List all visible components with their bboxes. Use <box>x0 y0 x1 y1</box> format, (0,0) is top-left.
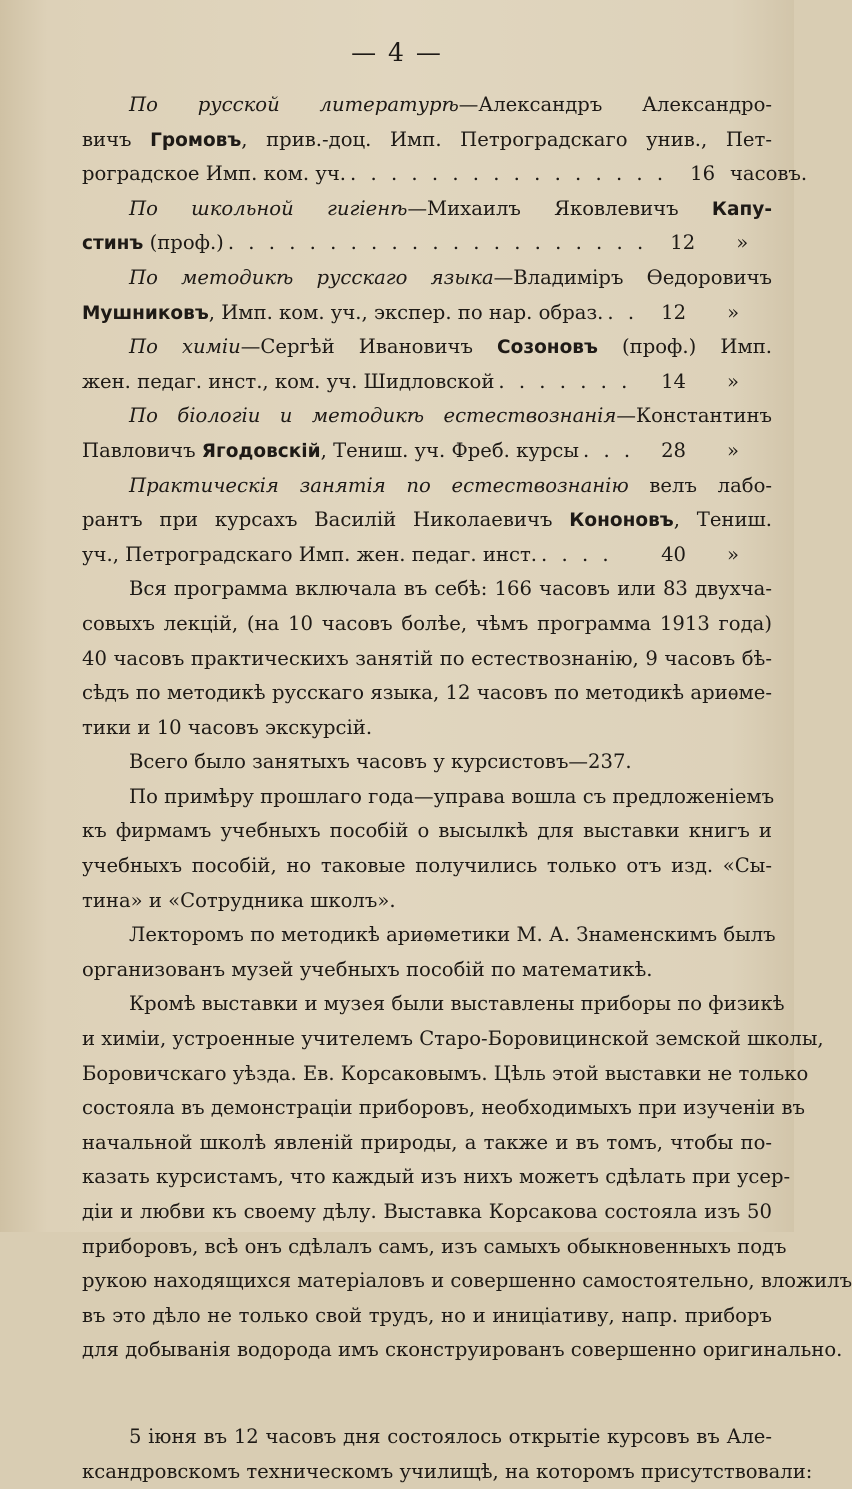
text-line: сѣдъ по методикѣ русскаго языка, 12 часовъ по методикѣ ариѳме- <box>82 681 772 705</box>
course-entry <box>82 192 772 261</box>
text-line: По школьной гигіенѣ—Михаилъ Яковлевичъ Капу- <box>129 196 773 220</box>
text-line: 40 часовъ практическихъ занятій по естествознанію, 9 часовъ бѣ- <box>82 646 772 670</box>
text-line: Кромѣ выставки и музея были выставлены приборы по физикѣ <box>129 992 785 1016</box>
course-entry <box>82 88 808 192</box>
lecturer-name: Капу- <box>711 198 773 220</box>
course-entry <box>82 469 772 573</box>
lecturer-name: Громовъ <box>150 129 242 151</box>
text-line: По методикѣ русскаго языка—Владиміръ Ѳедоровичъ <box>129 265 773 289</box>
course-entry <box>82 399 772 468</box>
text-line: По біологіи и методикѣ естествознанія—Константинъ <box>129 404 772 428</box>
document-body <box>82 88 852 1489</box>
text-line: приборовъ, всѣ онъ сдѣлалъ самъ, изъ самыхъ обыкновенныхъ подъ <box>82 1234 787 1258</box>
text-line: По примѣру прошлаго года—управа вошла съ предложеніемъ <box>129 784 775 808</box>
paragraph <box>82 780 775 918</box>
hours-unit: » <box>736 231 749 255</box>
text-line: къ фирмамъ учебныхъ пособій о высылкѣ для выставки книгъ и <box>82 819 772 843</box>
text-line: Боровичскаго уѣзда. Ев. Корсаковымъ. Цѣль этой выставки не только <box>82 1061 809 1085</box>
text-line: тина» и «Сотрудника школъ». <box>82 888 396 912</box>
hours-unit: » <box>727 300 740 324</box>
paragraph <box>82 572 772 745</box>
text-line: и химіи, устроенные учителемъ Старо-Боровицинской земской школы, <box>82 1027 824 1051</box>
hours-unit: » <box>727 542 739 566</box>
page-number: — 4 — <box>351 38 443 67</box>
text-line: состояла въ демонстраціи приборовъ, необходимыхъ при изученіи въ <box>82 1096 805 1120</box>
hours-value: 28 <box>661 438 686 462</box>
hours-row: стинъ (проф.) . . . . . . . . . . . . . . . . . . . . . 12 » <box>82 226 772 261</box>
text-line: По русской литературѣ—Александръ Александро- <box>129 93 772 116</box>
text-line: организованъ музей учебныхъ пособій по математикѣ. <box>82 957 653 981</box>
text-line: совыхъ лекцій, (на 10 часовъ болѣе, чѣмъ программа 1913 года) <box>82 611 772 635</box>
hours-row: Павловичъ Ягодовскій, Тениш. уч. Фреб. курсы . . . 28 » <box>82 434 772 469</box>
text-line: діи и любви къ своему дѣлу. Выставка Корсакова состояла изъ 50 <box>82 1200 772 1223</box>
leader-dots: . . <box>607 300 639 324</box>
course-entry <box>82 330 772 399</box>
text-line: въ это дѣло не только свой трудъ, но и иниціативу, напр. приборъ <box>82 1303 772 1327</box>
text-line: рукою находящихся матеріаловъ и совершенно самостоятельно, вложилъ <box>82 1269 852 1293</box>
course-entry <box>82 261 772 330</box>
text-line: вичъ Громовъ, прив.-доц. Имп. Петроградскаго унив., Пет- <box>82 127 772 151</box>
text-line: 5 іюня въ 12 часовъ дня состоялось открытіе курсовъ въ Але- <box>129 1424 772 1448</box>
text-line: Всего было занятыхъ часовъ у курсистовъ—237. <box>129 750 632 774</box>
paragraph <box>82 745 772 780</box>
paragraph <box>82 1420 813 1489</box>
lecturer-name: Созоновъ <box>497 337 598 359</box>
lecturer-name: Кононовъ <box>569 510 674 532</box>
lecturer-name: стинъ <box>82 233 144 255</box>
hours-value: 16 <box>690 162 716 186</box>
hours-row: роградское Имп. ком. уч. . . . . . . . . . . . . . . . . 16 часовъ. <box>82 157 772 192</box>
hours-row: жен. педаг. инст., ком. уч. Шидловской . . . . . . . 14 » <box>82 365 772 400</box>
hours-unit: » <box>727 369 739 393</box>
hours-row: уч., Петроградскаго Имп. жен. педаг. инст. . . . . 40 » <box>82 538 772 573</box>
leader-dots: . . . . . . . <box>498 369 632 393</box>
text-line: тики и 10 часовъ экскурсій. <box>82 715 373 739</box>
text-line: Практическія занятія по естествознанію велъ лабо- <box>129 473 772 497</box>
leader-dots: . . . <box>583 438 635 462</box>
text-line: учебныхъ пособій, но таковые получились только отъ изд. «Сы- <box>82 854 772 878</box>
paragraph-gap <box>82 1368 772 1420</box>
hours-value: 40 <box>661 542 686 566</box>
text-line: рантъ при курсахъ Василій Николаевичъ Кононовъ, Тениш. <box>82 508 772 532</box>
paragraph <box>82 987 852 1368</box>
text-line: Вся программа включала въ себѣ: 166 часовъ или 83 двухча- <box>129 577 772 601</box>
leader-dots: . . . . . . . . . . . . . . . . <box>350 162 668 186</box>
text-line: Лекторомъ по методикѣ ариѳметики М. А. Знаменскимъ былъ <box>129 923 776 947</box>
hours-value: 12 <box>670 231 696 255</box>
leader-dots: . . . . <box>541 542 613 566</box>
text-line: для добыванія водорода имъ сконструированъ совершенно оригинально. <box>82 1338 843 1362</box>
hours-unit: часовъ. <box>729 162 808 186</box>
paragraph <box>82 918 776 987</box>
hours-value: 14 <box>661 369 686 393</box>
text-line: По химіи—Сергѣй Ивановичъ Созоновъ (проф.) Имп. <box>129 335 772 359</box>
lecturer-name: Ягодовскій <box>201 440 321 462</box>
text-line: казать курсистамъ, что каждый изъ нихъ можетъ сдѣлать при усер- <box>82 1165 791 1189</box>
leader-dots: . . . . . . . . . . . . . . . . . . . . . <box>227 231 648 255</box>
hours-row: Мушниковъ, Имп. ком. уч., экспер. по нар. образ. . . 12 » <box>82 296 772 331</box>
lecturer-name: Мушниковъ <box>82 302 209 324</box>
hours-unit: » <box>727 438 739 462</box>
text-line: ксандровскомъ техническомъ училищѣ, на которомъ присутствовали: <box>82 1459 813 1483</box>
text-line: начальной школѣ явленій природы, а также и въ томъ, чтобы по- <box>82 1130 772 1154</box>
hours-value: 12 <box>661 300 687 324</box>
